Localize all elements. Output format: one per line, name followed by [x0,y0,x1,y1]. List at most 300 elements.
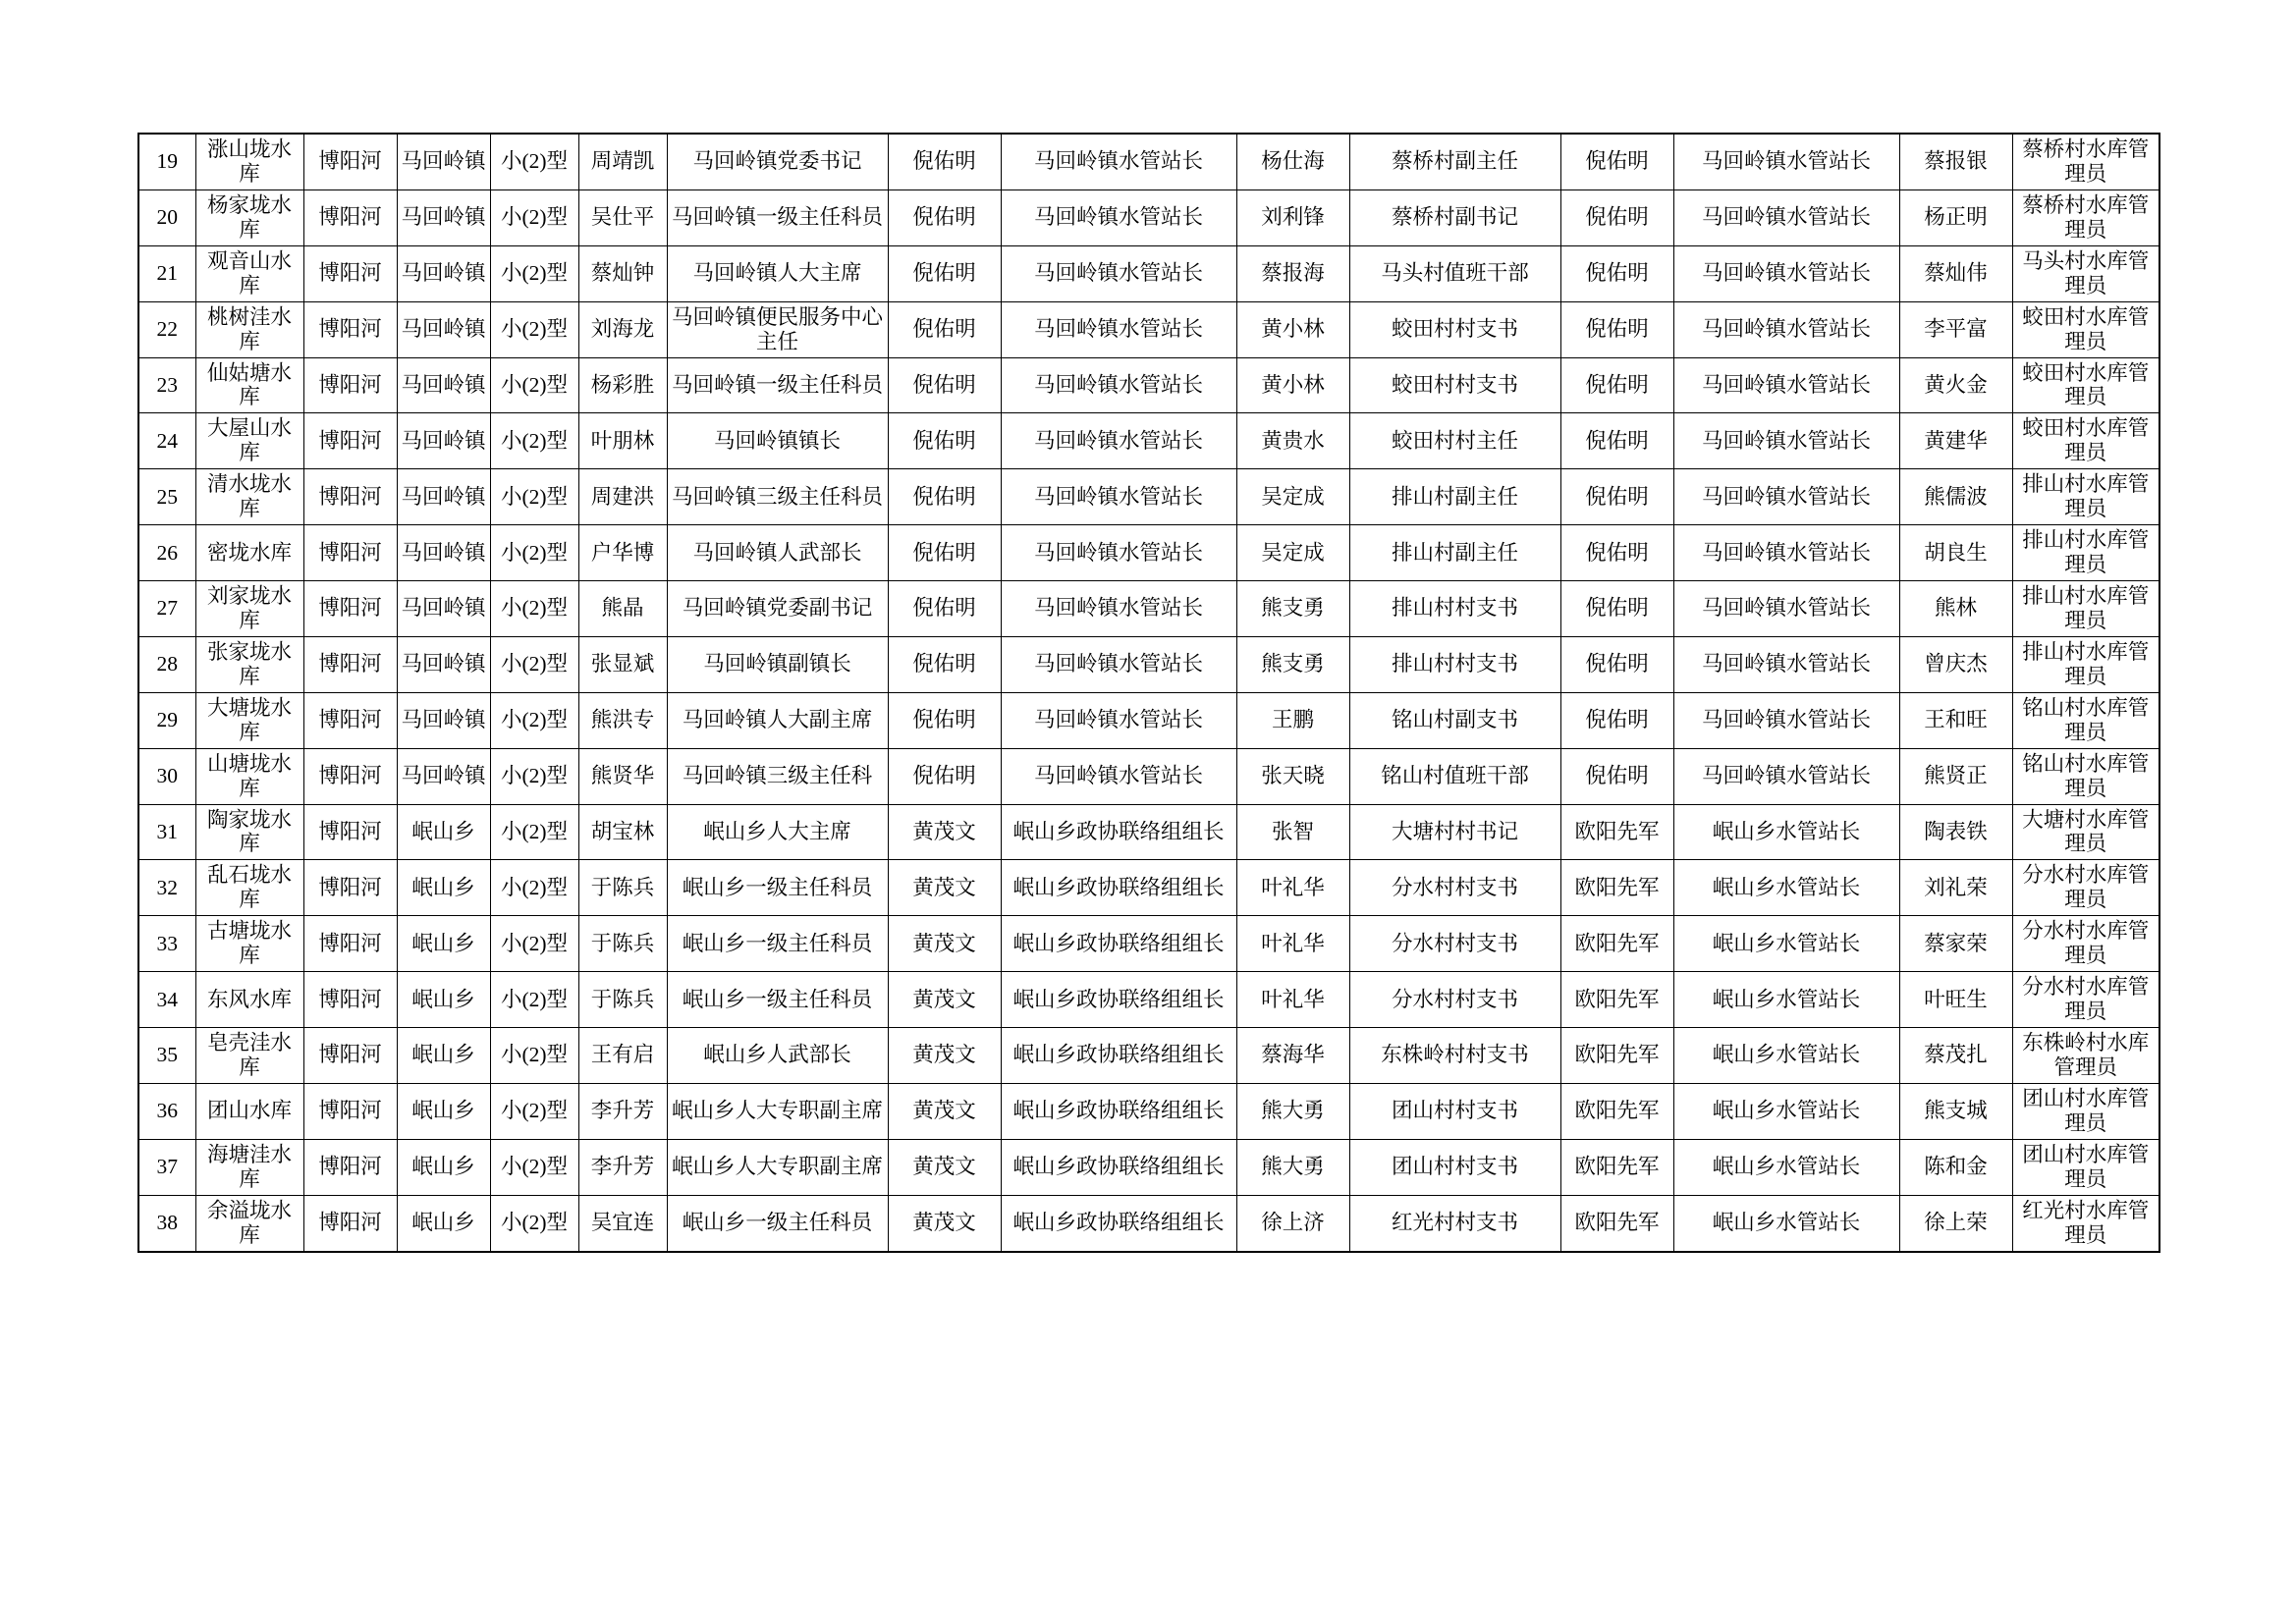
table-cell: 陶家垅水库 [195,804,303,860]
table-cell: 黄火金 [1899,357,2012,413]
table-cell: 20 [138,189,195,245]
table-cell: 倪佑明 [1560,413,1673,469]
table-cell: 28 [138,636,195,692]
table-cell: 博阳河 [303,357,397,413]
table-cell: 36 [138,1083,195,1139]
table-cell: 马回岭镇水管站长 [1001,189,1236,245]
table-cell: 叶礼华 [1236,972,1349,1028]
table-cell: 欧阳先军 [1560,1083,1673,1139]
table-cell: 蔡报银 [1899,134,2012,189]
table-cell: 蛟田村水库管理员 [2012,357,2159,413]
table-cell: 38 [138,1195,195,1251]
table-cell: 蔡茂扎 [1899,1028,2012,1084]
table-cell: 小(2)型 [490,581,578,637]
table-cell: 29 [138,692,195,748]
table-cell: 小(2)型 [490,301,578,357]
table-cell: 蛟田村水库管理员 [2012,301,2159,357]
table-cell: 古塘垅水库 [195,916,303,972]
table-cell: 岷山乡 [397,916,490,972]
table-cell: 小(2)型 [490,525,578,581]
table-cell: 博阳河 [303,581,397,637]
table-cell: 倪佑明 [1560,189,1673,245]
table-cell: 倪佑明 [888,301,1001,357]
table-row [138,916,2159,972]
table-cell: 博阳河 [303,1139,397,1195]
table-cell: 倪佑明 [1560,636,1673,692]
table-cell: 倪佑明 [1560,134,1673,189]
table-cell: 马头村水库管理员 [2012,245,2159,301]
table-cell: 马回岭镇 [397,748,490,804]
table-cell: 马回岭镇水管站长 [1001,413,1236,469]
table-cell: 胡宝林 [578,804,667,860]
table-cell: 马回岭镇一级主任科员 [667,189,888,245]
table-cell: 于陈兵 [578,972,667,1028]
table-cell: 岷山乡水管站长 [1673,916,1899,972]
table-cell: 吴定成 [1236,469,1349,525]
table-cell: 小(2)型 [490,469,578,525]
table-row [138,1028,2159,1084]
table-cell: 周建洪 [578,469,667,525]
table-cell: 小(2)型 [490,860,578,916]
table-cell: 倪佑明 [1560,357,1673,413]
table-cell: 大塘垅水库 [195,692,303,748]
table-row [138,804,2159,860]
table-cell: 马回岭镇水管站长 [1673,469,1899,525]
table-row [138,134,2159,189]
table-cell: 19 [138,134,195,189]
table-cell: 博阳河 [303,245,397,301]
table-cell: 大屋山水库 [195,413,303,469]
table-cell: 岷山乡水管站长 [1673,1195,1899,1251]
table-cell: 铭山村副支书 [1349,692,1560,748]
table-cell: 马回岭镇一级主任科员 [667,357,888,413]
table-cell: 东风水库 [195,972,303,1028]
table-cell: 张智 [1236,804,1349,860]
table-cell: 李平富 [1899,301,2012,357]
table-cell: 分水村水库管理员 [2012,916,2159,972]
table-cell: 博阳河 [303,916,397,972]
table-cell: 王和旺 [1899,692,2012,748]
table-cell: 博阳河 [303,1195,397,1251]
table-cell: 欧阳先军 [1560,916,1673,972]
table-cell: 熊晶 [578,581,667,637]
table-cell: 蔡桥村副主任 [1349,134,1560,189]
table-cell: 小(2)型 [490,916,578,972]
table-cell: 分水村水库管理员 [2012,860,2159,916]
table-cell: 博阳河 [303,301,397,357]
table-cell: 倪佑明 [888,469,1001,525]
table-row [138,245,2159,301]
table-cell: 马回岭镇 [397,413,490,469]
table-cell: 李升芳 [578,1139,667,1195]
table-cell: 小(2)型 [490,189,578,245]
table-cell: 李升芳 [578,1083,667,1139]
table-cell: 岷山乡政协联络组组长 [1001,804,1236,860]
table-cell: 马回岭镇人大主席 [667,245,888,301]
table-cell: 排山村水库管理员 [2012,469,2159,525]
table-cell: 黄茂文 [888,1195,1001,1251]
table-cell: 东株岭村水库管理员 [2012,1028,2159,1084]
table-cell: 铭山村水库管理员 [2012,692,2159,748]
table-cell: 吴仕平 [578,189,667,245]
table-cell: 叶朋林 [578,413,667,469]
table-cell: 熊支城 [1899,1083,2012,1139]
table-cell: 王有启 [578,1028,667,1084]
table-cell: 倪佑明 [1560,245,1673,301]
table-cell: 排山村村支书 [1349,636,1560,692]
table-row [138,748,2159,804]
table-cell: 岷山乡政协联络组组长 [1001,1028,1236,1084]
table-cell: 马回岭镇人武部长 [667,525,888,581]
table-cell: 熊儒波 [1899,469,2012,525]
table-cell: 马回岭镇水管站长 [1673,189,1899,245]
table-cell: 博阳河 [303,469,397,525]
table-cell: 博阳河 [303,972,397,1028]
table-cell: 马回岭镇水管站长 [1673,357,1899,413]
table-cell: 倪佑明 [888,413,1001,469]
table-cell: 团山村水库管理员 [2012,1083,2159,1139]
table-cell: 倪佑明 [1560,581,1673,637]
table-cell: 蛟田村水库管理员 [2012,413,2159,469]
table-cell: 排山村水库管理员 [2012,581,2159,637]
table-cell: 桃树洼水库 [195,301,303,357]
table-cell: 黄茂文 [888,1083,1001,1139]
table-cell: 杨正明 [1899,189,2012,245]
table-cell: 杨家垅水库 [195,189,303,245]
table-cell: 大塘村水库管理员 [2012,804,2159,860]
table-cell: 马回岭镇水管站长 [1673,245,1899,301]
table-cell: 博阳河 [303,189,397,245]
table-cell: 刘利锋 [1236,189,1349,245]
table-cell: 蛟田村村支书 [1349,301,1560,357]
table-cell: 小(2)型 [490,636,578,692]
table-cell: 叶礼华 [1236,916,1349,972]
table-cell: 蛟田村村支书 [1349,357,1560,413]
table-cell: 倪佑明 [1560,301,1673,357]
table-cell: 周靖凯 [578,134,667,189]
table-cell: 马回岭镇水管站长 [1001,357,1236,413]
table-cell: 蔡报海 [1236,245,1349,301]
table-cell: 小(2)型 [490,245,578,301]
table-cell: 马回岭镇 [397,581,490,637]
table-cell: 陈和金 [1899,1139,2012,1195]
table-cell: 观音山水库 [195,245,303,301]
table-cell: 岷山乡 [397,1139,490,1195]
table-cell: 马回岭镇水管站长 [1001,636,1236,692]
table-cell: 马回岭镇 [397,357,490,413]
table-cell: 刘礼荣 [1899,860,2012,916]
table-cell: 马回岭镇水管站长 [1001,692,1236,748]
table-cell: 37 [138,1139,195,1195]
table-cell: 马回岭镇党委副书记 [667,581,888,637]
table-cell: 马回岭镇镇长 [667,413,888,469]
table-cell: 铭山村水库管理员 [2012,748,2159,804]
table-cell: 25 [138,469,195,525]
table-cell: 马回岭镇水管站长 [1001,245,1236,301]
table-cell: 岷山乡水管站长 [1673,1083,1899,1139]
table-cell: 小(2)型 [490,134,578,189]
table-cell: 21 [138,245,195,301]
table-cell: 马回岭镇三级主任科员 [667,469,888,525]
table-row [138,469,2159,525]
table-cell: 黄茂文 [888,916,1001,972]
table-cell: 岷山乡水管站长 [1673,1139,1899,1195]
table-cell: 马回岭镇三级主任科 [667,748,888,804]
table-cell: 黄小林 [1236,301,1349,357]
table-cell: 吴宜连 [578,1195,667,1251]
table-row [138,581,2159,637]
table-cell: 清水垅水库 [195,469,303,525]
table-cell: 马回岭镇水管站长 [1001,748,1236,804]
table-cell: 小(2)型 [490,357,578,413]
table-cell: 马回岭镇 [397,469,490,525]
table-cell: 35 [138,1028,195,1084]
table-cell: 岷山乡人武部长 [667,1028,888,1084]
table-cell: 马回岭镇 [397,301,490,357]
table-cell: 小(2)型 [490,692,578,748]
table-cell: 铭山村值班干部 [1349,748,1560,804]
table-cell: 王鹏 [1236,692,1349,748]
table-cell: 黄茂文 [888,1028,1001,1084]
table-cell: 倪佑明 [1560,692,1673,748]
table-cell: 马回岭镇水管站长 [1001,581,1236,637]
table-cell: 倪佑明 [888,245,1001,301]
table-cell: 欧阳先军 [1560,1028,1673,1084]
table-cell: 小(2)型 [490,804,578,860]
table-cell: 马回岭镇党委书记 [667,134,888,189]
table-cell: 排山村副主任 [1349,469,1560,525]
table-row [138,860,2159,916]
table-cell: 分水村村支书 [1349,916,1560,972]
table-cell: 熊支勇 [1236,636,1349,692]
table-cell: 蔡桥村水库管理员 [2012,189,2159,245]
table-cell: 黄茂文 [888,1139,1001,1195]
table-cell: 欧阳先军 [1560,860,1673,916]
table-cell: 马回岭镇 [397,525,490,581]
table-cell: 岷山乡政协联络组组长 [1001,1195,1236,1251]
table-cell: 吴定成 [1236,525,1349,581]
table-cell: 马回岭镇水管站长 [1673,581,1899,637]
table-cell: 红光村村支书 [1349,1195,1560,1251]
table-body [138,134,2159,1252]
table-row [138,692,2159,748]
table-cell: 排山村水库管理员 [2012,525,2159,581]
reservoir-responsibility-table [137,133,2160,1253]
table-row [138,189,2159,245]
table-cell: 博阳河 [303,636,397,692]
table-cell: 倪佑明 [888,692,1001,748]
table-cell: 博阳河 [303,413,397,469]
table-cell: 熊贤华 [578,748,667,804]
table-cell: 大塘村村书记 [1349,804,1560,860]
table-cell: 团山水库 [195,1083,303,1139]
table-cell: 乱石垅水库 [195,860,303,916]
table-cell: 博阳河 [303,134,397,189]
table-cell: 34 [138,972,195,1028]
table-cell: 马回岭镇便民服务中心主任 [667,301,888,357]
table-cell: 马回岭镇水管站长 [1001,301,1236,357]
table-cell: 黄茂文 [888,804,1001,860]
table-cell: 马回岭镇 [397,189,490,245]
table-cell: 倪佑明 [888,134,1001,189]
table-row [138,972,2159,1028]
table-cell: 倪佑明 [1560,525,1673,581]
table-cell: 余溢垅水库 [195,1195,303,1251]
table-cell: 岷山乡 [397,804,490,860]
table-cell: 密垅水库 [195,525,303,581]
table-cell: 刘家垅水库 [195,581,303,637]
table-cell: 岷山乡一级主任科员 [667,916,888,972]
table-cell: 岷山乡一级主任科员 [667,1195,888,1251]
table-cell: 博阳河 [303,860,397,916]
table-cell: 团山村村支书 [1349,1083,1560,1139]
table-cell: 分水村村支书 [1349,860,1560,916]
table-row [138,525,2159,581]
table-cell: 小(2)型 [490,1083,578,1139]
table-cell: 红光村水库管理员 [2012,1195,2159,1251]
table-cell: 刘海龙 [578,301,667,357]
table-cell: 24 [138,413,195,469]
table-cell: 马头村值班干部 [1349,245,1560,301]
table-cell: 徐上荣 [1899,1195,2012,1251]
table-cell: 皂壳洼水库 [195,1028,303,1084]
table-cell: 马回岭镇水管站长 [1001,134,1236,189]
table-cell: 团山村村支书 [1349,1139,1560,1195]
table-cell: 欧阳先军 [1560,804,1673,860]
table-cell: 马回岭镇水管站长 [1673,525,1899,581]
table-cell: 黄小林 [1236,357,1349,413]
table-cell: 岷山乡 [397,1028,490,1084]
table-cell: 岷山乡水管站长 [1673,1028,1899,1084]
table-cell: 27 [138,581,195,637]
table-cell: 蔡桥村水库管理员 [2012,134,2159,189]
table-cell: 于陈兵 [578,860,667,916]
table-cell: 曾庆杰 [1899,636,2012,692]
table-cell: 30 [138,748,195,804]
table-cell: 岷山乡人大主席 [667,804,888,860]
table-row [138,1195,2159,1251]
table-cell: 倪佑明 [1560,469,1673,525]
table-cell: 倪佑明 [888,189,1001,245]
table-cell: 熊林 [1899,581,2012,637]
table-cell: 排山村水库管理员 [2012,636,2159,692]
table-cell: 马回岭镇 [397,245,490,301]
table-cell: 博阳河 [303,748,397,804]
table-cell: 倪佑明 [888,357,1001,413]
table-cell: 杨彩胜 [578,357,667,413]
table-cell: 欧阳先军 [1560,1195,1673,1251]
table-cell: 岷山乡政协联络组组长 [1001,916,1236,972]
table-cell: 26 [138,525,195,581]
table-cell: 岷山乡人大专职副主席 [667,1139,888,1195]
table-cell: 于陈兵 [578,916,667,972]
table-cell: 熊贤正 [1899,748,2012,804]
table-cell: 黄贵水 [1236,413,1349,469]
table-cell: 23 [138,357,195,413]
table-cell: 马回岭镇水管站长 [1673,636,1899,692]
table-cell: 32 [138,860,195,916]
table-cell: 欧阳先军 [1560,972,1673,1028]
table-cell: 陶表铁 [1899,804,2012,860]
table-row [138,357,2159,413]
table-cell: 马回岭镇 [397,134,490,189]
table-cell: 倪佑明 [888,525,1001,581]
table-cell: 岷山乡水管站长 [1673,860,1899,916]
table-cell: 张家垅水库 [195,636,303,692]
table-cell: 排山村副主任 [1349,525,1560,581]
table-cell: 黄茂文 [888,860,1001,916]
table-cell: 马回岭镇 [397,636,490,692]
table-cell: 蔡灿伟 [1899,245,2012,301]
table-cell: 欧阳先军 [1560,1139,1673,1195]
table-cell: 山塘垅水库 [195,748,303,804]
table-cell: 博阳河 [303,804,397,860]
table-cell: 黄茂文 [888,972,1001,1028]
table-cell: 涨山垅水库 [195,134,303,189]
table-cell: 仙姑塘水库 [195,357,303,413]
table-cell: 张天晓 [1236,748,1349,804]
table-cell: 小(2)型 [490,972,578,1028]
table-cell: 蔡灿钟 [578,245,667,301]
table-cell: 岷山乡人大专职副主席 [667,1083,888,1139]
table-cell: 马回岭镇水管站长 [1673,134,1899,189]
table-cell: 22 [138,301,195,357]
table-cell: 马回岭镇水管站长 [1673,748,1899,804]
table-cell: 户华博 [578,525,667,581]
table-cell: 蔡桥村副书记 [1349,189,1560,245]
table-cell: 马回岭镇人大副主席 [667,692,888,748]
table-row [138,1083,2159,1139]
table-cell: 蛟田村村主任 [1349,413,1560,469]
table-cell: 马回岭镇 [397,692,490,748]
table-cell: 倪佑明 [1560,748,1673,804]
table-cell: 分水村村支书 [1349,972,1560,1028]
table-row [138,1139,2159,1195]
table-cell: 蔡家荣 [1899,916,2012,972]
table-cell: 排山村村支书 [1349,581,1560,637]
table-cell: 熊洪专 [578,692,667,748]
table-cell: 博阳河 [303,692,397,748]
table-cell: 岷山乡一级主任科员 [667,972,888,1028]
table-cell: 叶礼华 [1236,860,1349,916]
table-row [138,636,2159,692]
table-cell: 岷山乡政协联络组组长 [1001,972,1236,1028]
table-cell: 倪佑明 [888,581,1001,637]
table-cell: 团山村水库管理员 [2012,1139,2159,1195]
table-cell: 岷山乡水管站长 [1673,972,1899,1028]
table-cell: 黄建华 [1899,413,2012,469]
table-cell: 熊支勇 [1236,581,1349,637]
table-cell: 小(2)型 [490,1195,578,1251]
table-cell: 岷山乡一级主任科员 [667,860,888,916]
table-cell: 岷山乡 [397,1083,490,1139]
table-cell: 马回岭镇水管站长 [1001,525,1236,581]
table-cell: 蔡海华 [1236,1028,1349,1084]
table-cell: 博阳河 [303,1028,397,1084]
table-row [138,413,2159,469]
table-cell: 叶旺生 [1899,972,2012,1028]
table-cell: 岷山乡 [397,972,490,1028]
table-cell: 博阳河 [303,1083,397,1139]
table-cell: 岷山乡政协联络组组长 [1001,1083,1236,1139]
table-cell: 胡良生 [1899,525,2012,581]
table-cell: 杨仕海 [1236,134,1349,189]
table-row [138,301,2159,357]
table-cell: 33 [138,916,195,972]
table-cell: 小(2)型 [490,413,578,469]
table-cell: 马回岭镇水管站长 [1673,413,1899,469]
table-cell: 马回岭镇水管站长 [1001,469,1236,525]
